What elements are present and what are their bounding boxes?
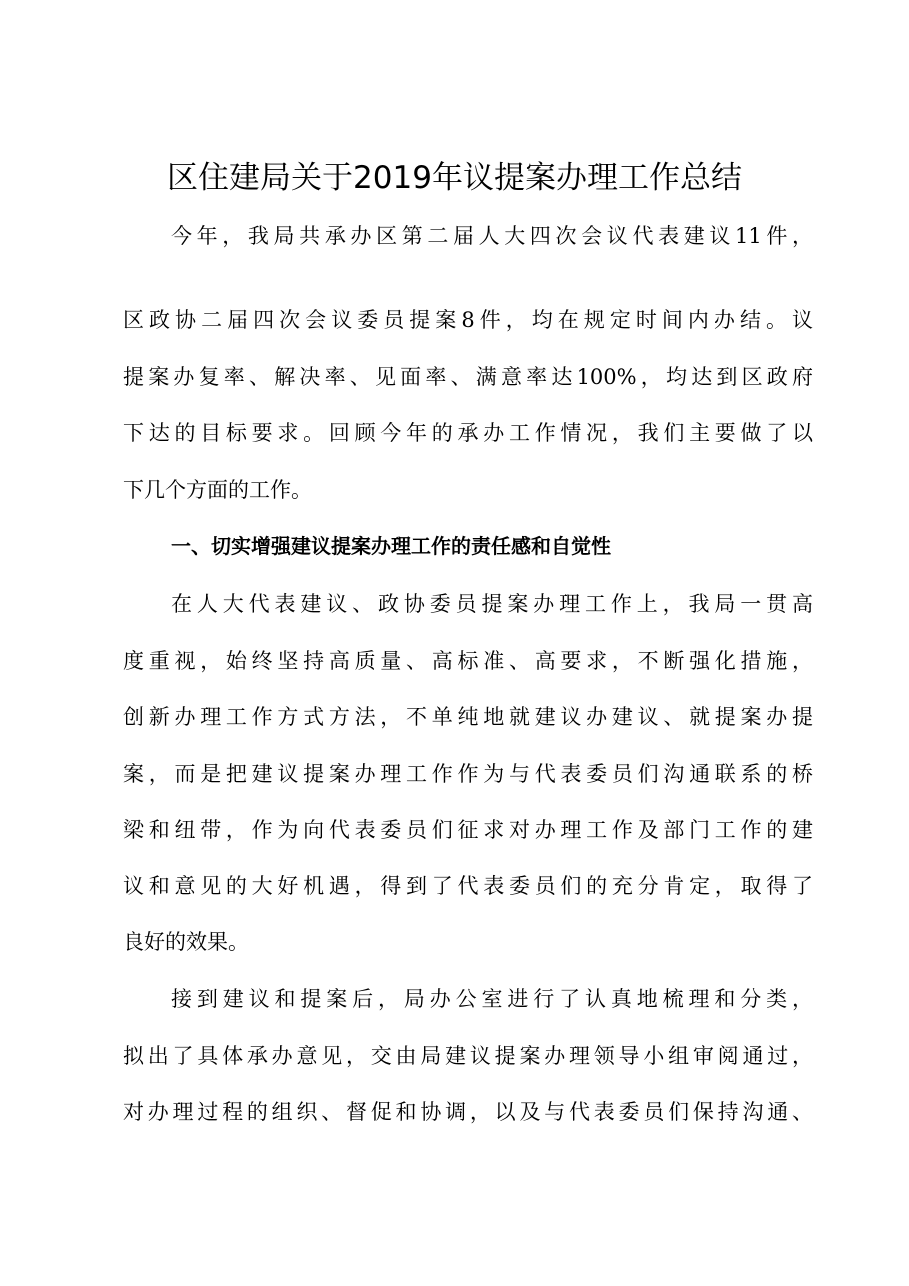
paragraph-2-line-7: 良好的效果。 — [123, 930, 249, 954]
paragraph-2-line-5: 梁和纽带，作为向代表委员们征求对办理工作及部门工作的建 — [123, 818, 813, 842]
paragraph-1-line-3: 提案办复率、解决率、见面率、满意率达100%，均达到区政府 — [123, 365, 813, 389]
paragraph-1-line-5: 下几个方面的工作。 — [123, 478, 312, 502]
paragraph-2-line-4: 案，而是把建议提案办理工作作为与代表委员们沟通联系的桥 — [123, 762, 813, 786]
paragraph-1-line-2: 区政协二届四次会议委员提案8件，均在规定时间内办结。议 — [123, 308, 813, 332]
document-title: 区住建局关于2019年议提案办理工作总结 — [167, 160, 742, 196]
paragraph-1-line-1: 今年，我局共承办区第二届人大四次会议代表建议11件， — [171, 224, 813, 248]
paragraph-2-line-3: 创新办理工作方式方法，不单纯地就建议办建议、就提案办提 — [123, 705, 813, 729]
paragraph-3-line-1: 接到建议和提案后，局办公室进行了认真地梳理和分类， — [171, 987, 813, 1011]
paragraph-2-line-1: 在人大代表建议、政协委员提案办理工作上，我局一贯高 — [171, 592, 813, 616]
section-heading-1: 一、切实增强建议提案办理工作的责任感和自觉性 — [171, 534, 611, 558]
paragraph-3-line-3: 对办理过程的组织、督促和协调，以及与代表委员们保持沟通、 — [123, 1100, 813, 1124]
paragraph-2-line-6: 议和意见的大好机遇，得到了代表委员们的充分肯定，取得了 — [123, 874, 813, 898]
paragraph-3-line-2: 拟出了具体承办意见，交由局建议提案办理领导小组审阅通过， — [123, 1044, 813, 1068]
paragraph-2-line-2: 度重视，始终坚持高质量、高标准、高要求，不断强化措施， — [123, 649, 813, 673]
paragraph-1-line-4: 下达的目标要求。回顾今年的承办工作情况，我们主要做了以 — [123, 421, 813, 445]
